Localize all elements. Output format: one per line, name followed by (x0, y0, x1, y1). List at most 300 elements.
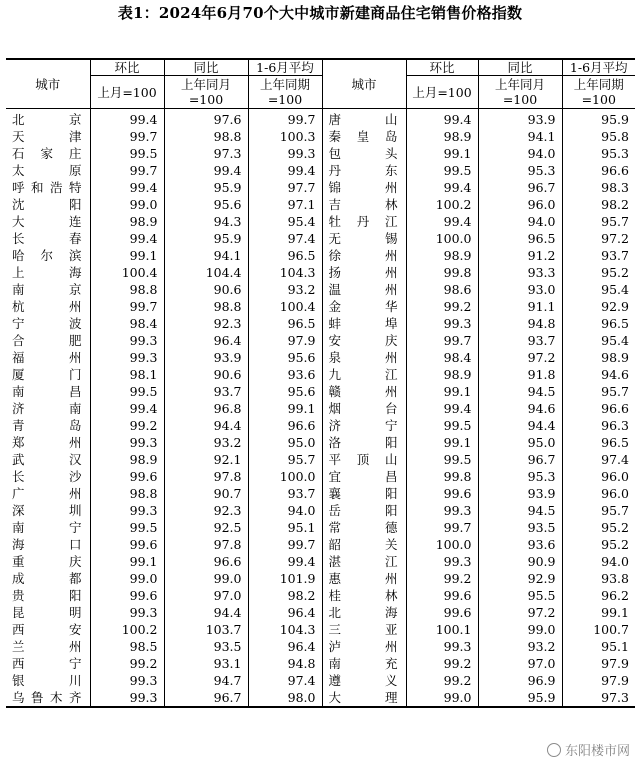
left-yoy-value-cell: 103.7 (164, 621, 248, 638)
left-mom-value-cell: 100.2 (90, 621, 164, 638)
right-city-cell: 温州 (322, 281, 406, 298)
left-mom-value-cell: 99.7 (90, 162, 164, 179)
left-mom-value-cell: 99.5 (90, 519, 164, 536)
right-avg-value-cell: 96.6 (562, 400, 635, 417)
left-mom-value-cell: 99.1 (90, 247, 164, 264)
left-city-cell: 厦门 (12, 367, 82, 382)
left-mom-value-cell: 99.3 (90, 349, 164, 366)
left-yoy-value-cell: 90.6 (164, 366, 248, 383)
right-yoy-value-cell: 96.7 (478, 451, 562, 468)
right-yoy-value-cell: 94.6 (478, 400, 562, 417)
table-row (6, 332, 635, 349)
right-yoy-value-cell: 94.1 (478, 128, 562, 145)
left-avg-value-cell: 104.3 (248, 264, 322, 281)
table-row (6, 162, 635, 179)
right-city-cell: 三亚 (322, 621, 406, 638)
right-avg-value-cell: 94.6 (562, 366, 635, 383)
left-mom-value-cell: 98.8 (90, 281, 164, 298)
left-yoy-value-cell: 92.3 (164, 315, 248, 332)
right-mom-value-cell: 99.4 (406, 213, 478, 230)
table-row (6, 281, 635, 298)
right-avg-value-cell: 95.1 (562, 638, 635, 655)
left-city-cell: 济南 (12, 401, 82, 416)
right-yoy-value-cell: 93.9 (478, 485, 562, 502)
right-yoy-value-cell: 94.0 (478, 145, 562, 162)
left-avg-value-cell: 97.4 (248, 672, 322, 689)
right-mom-value-cell: 99.1 (406, 145, 478, 162)
city-header: 城市 (6, 59, 90, 109)
right-yoy-value-cell: 94.0 (478, 213, 562, 230)
yoy-subheader: 上年同月 =100 (164, 76, 248, 109)
right-yoy-value-cell: 96.0 (478, 196, 562, 213)
left-city-cell: 呼和浩特 (12, 180, 82, 195)
left-yoy-value-cell: 93.7 (164, 383, 248, 400)
right-yoy-value-cell: 95.3 (478, 162, 562, 179)
left-mom-value-cell: 98.9 (90, 213, 164, 230)
left-city-cell: 银川 (12, 673, 82, 688)
left-city-cell: 北京 (12, 112, 82, 127)
right-avg-value-cell: 99.1 (562, 604, 635, 621)
left-avg-value-cell: 93.6 (248, 366, 322, 383)
right-avg-value-cell: 96.6 (562, 162, 635, 179)
right-mom-value-cell: 99.3 (406, 553, 478, 570)
right-city-cell: 金华 (322, 298, 406, 315)
right-yoy-value-cell: 93.7 (478, 332, 562, 349)
right-yoy-value-cell: 97.2 (478, 604, 562, 621)
left-avg-value-cell: 93.2 (248, 281, 322, 298)
right-city-cell: 大理 (322, 689, 406, 707)
right-yoy-value-cell: 91.8 (478, 366, 562, 383)
right-mom-value-cell: 98.6 (406, 281, 478, 298)
right-yoy-value-cell: 93.3 (478, 264, 562, 281)
right-mom-value-cell: 99.5 (406, 417, 478, 434)
right-avg-value-cell: 95.7 (562, 213, 635, 230)
left-avg-value-cell: 95.7 (248, 451, 322, 468)
mom-header-right: 环比 (406, 59, 478, 76)
watermark-text: 东阳楼市网 (564, 744, 630, 759)
left-yoy-value-cell: 95.6 (164, 196, 248, 213)
left-mom-value-cell: 99.4 (90, 400, 164, 417)
left-mom-value-cell: 99.6 (90, 536, 164, 553)
right-yoy-value-cell: 94.8 (478, 315, 562, 332)
left-yoy-value-cell: 96.8 (164, 400, 248, 417)
left-avg-value-cell: 99.3 (248, 145, 322, 162)
left-yoy-value-cell: 90.7 (164, 485, 248, 502)
right-mom-value-cell: 100.2 (406, 196, 478, 213)
right-avg-value-cell: 95.4 (562, 332, 635, 349)
left-avg-value-cell: 98.2 (248, 587, 322, 604)
left-mom-value-cell: 99.4 (90, 230, 164, 247)
right-mom-value-cell: 99.5 (406, 451, 478, 468)
right-city-cell: 吉林 (322, 196, 406, 213)
left-city-cell: 海口 (12, 537, 82, 552)
left-yoy-value-cell: 96.7 (164, 689, 248, 707)
right-mom-value-cell: 99.4 (406, 179, 478, 196)
yoy-header: 同比 (164, 59, 248, 76)
left-avg-value-cell: 95.4 (248, 213, 322, 230)
right-city-cell: 丹东 (322, 162, 406, 179)
left-avg-value-cell: 95.0 (248, 434, 322, 451)
right-mom-value-cell: 98.9 (406, 128, 478, 145)
left-yoy-value-cell: 98.8 (164, 298, 248, 315)
left-mom-value-cell: 98.8 (90, 485, 164, 502)
left-city-cell: 沈阳 (12, 197, 82, 212)
mom-subheader: 上月=100 (90, 76, 164, 109)
table-row (6, 604, 635, 621)
right-mom-value-cell: 98.9 (406, 366, 478, 383)
table-row (6, 196, 635, 213)
right-mom-value-cell: 99.0 (406, 689, 478, 707)
right-avg-value-cell: 95.7 (562, 502, 635, 519)
right-avg-value-cell: 98.2 (562, 196, 635, 213)
right-mom-value-cell: 99.4 (406, 109, 478, 129)
right-avg-value-cell: 96.2 (562, 587, 635, 604)
right-avg-value-cell: 95.9 (562, 109, 635, 129)
right-city-cell: 赣州 (322, 383, 406, 400)
table-row (6, 366, 635, 383)
yoy-header-right: 同比 (478, 59, 562, 76)
right-city-cell: 济宁 (322, 417, 406, 434)
right-city-cell: 南充 (322, 655, 406, 672)
price-index-table (6, 58, 635, 708)
left-city-cell: 长春 (12, 231, 82, 246)
left-avg-value-cell: 95.6 (248, 383, 322, 400)
left-avg-value-cell: 96.4 (248, 638, 322, 655)
left-yoy-value-cell: 93.9 (164, 349, 248, 366)
left-avg-value-cell: 94.8 (248, 655, 322, 672)
left-yoy-value-cell: 97.6 (164, 109, 248, 129)
right-mom-value-cell: 99.7 (406, 332, 478, 349)
left-yoy-value-cell: 99.0 (164, 570, 248, 587)
left-avg-value-cell: 97.1 (248, 196, 322, 213)
table-row (6, 145, 635, 162)
right-city-cell: 安庆 (322, 332, 406, 349)
right-yoy-value-cell: 95.9 (478, 689, 562, 707)
right-city-cell: 宜昌 (322, 468, 406, 485)
right-yoy-value-cell: 94.5 (478, 502, 562, 519)
right-yoy-value-cell: 95.0 (478, 434, 562, 451)
table-title: 表1：2024年6月70个大中城市新建商品住宅销售价格指数 (117, 4, 523, 22)
right-mom-value-cell: 100.0 (406, 230, 478, 247)
left-avg-value-cell: 95.1 (248, 519, 322, 536)
right-city-cell: 包头 (322, 145, 406, 162)
right-mom-value-cell: 99.3 (406, 502, 478, 519)
left-mom-value-cell: 99.2 (90, 417, 164, 434)
right-city-cell: 九江 (322, 366, 406, 383)
left-mom-value-cell: 99.7 (90, 128, 164, 145)
right-mom-value-cell: 99.1 (406, 383, 478, 400)
right-avg-value-cell: 95.4 (562, 281, 635, 298)
left-avg-value-cell: 95.6 (248, 349, 322, 366)
left-avg-value-cell: 100.3 (248, 128, 322, 145)
left-avg-value-cell: 97.4 (248, 230, 322, 247)
table-row (6, 655, 635, 672)
left-yoy-value-cell: 90.6 (164, 281, 248, 298)
left-avg-value-cell: 99.4 (248, 162, 322, 179)
left-avg-value-cell: 104.3 (248, 621, 322, 638)
right-mom-value-cell: 99.8 (406, 264, 478, 281)
left-mom-value-cell: 100.4 (90, 264, 164, 281)
left-city-cell: 贵阳 (12, 588, 82, 603)
left-yoy-value-cell: 92.1 (164, 451, 248, 468)
left-yoy-value-cell: 93.2 (164, 434, 248, 451)
right-yoy-value-cell: 93.2 (478, 638, 562, 655)
watermark-logo-icon (547, 743, 561, 757)
right-mom-value-cell: 99.3 (406, 638, 478, 655)
left-avg-value-cell: 94.0 (248, 502, 322, 519)
right-yoy-value-cell: 93.9 (478, 109, 562, 129)
left-mom-value-cell: 99.3 (90, 434, 164, 451)
table-row (6, 536, 635, 553)
avg-subheader: 上年同期 =100 (248, 76, 322, 109)
left-city-cell: 长沙 (12, 469, 82, 484)
table-row (6, 298, 635, 315)
right-city-cell: 湛江 (322, 553, 406, 570)
right-yoy-value-cell: 93.0 (478, 281, 562, 298)
right-yoy-value-cell: 96.7 (478, 179, 562, 196)
right-avg-value-cell: 96.5 (562, 434, 635, 451)
right-city-cell: 惠州 (322, 570, 406, 587)
right-avg-value-cell: 97.9 (562, 655, 635, 672)
left-yoy-value-cell: 99.4 (164, 162, 248, 179)
left-city-cell: 深圳 (12, 503, 82, 518)
left-yoy-value-cell: 94.7 (164, 672, 248, 689)
right-avg-value-cell: 98.3 (562, 179, 635, 196)
left-yoy-value-cell: 94.3 (164, 213, 248, 230)
left-city-cell: 南昌 (12, 384, 82, 399)
right-avg-value-cell: 95.2 (562, 536, 635, 553)
left-avg-value-cell: 99.7 (248, 536, 322, 553)
right-mom-value-cell: 98.4 (406, 349, 478, 366)
table-body (6, 109, 635, 708)
left-yoy-value-cell: 95.9 (164, 230, 248, 247)
left-city-cell: 青岛 (12, 418, 82, 433)
table-row (6, 109, 635, 129)
left-city-cell: 兰州 (12, 639, 82, 654)
avg-header: 1-6月平均 (248, 59, 322, 76)
right-avg-value-cell: 94.0 (562, 553, 635, 570)
left-city-cell: 昆明 (12, 605, 82, 620)
left-yoy-value-cell: 94.1 (164, 247, 248, 264)
left-mom-value-cell: 99.5 (90, 145, 164, 162)
right-avg-value-cell: 96.0 (562, 485, 635, 502)
left-city-cell: 石家庄 (12, 146, 82, 161)
left-yoy-value-cell: 93.1 (164, 655, 248, 672)
left-yoy-value-cell: 96.4 (164, 332, 248, 349)
right-mom-value-cell: 99.2 (406, 298, 478, 315)
right-yoy-value-cell: 95.5 (478, 587, 562, 604)
table-row (6, 434, 635, 451)
left-city-cell: 南京 (12, 282, 82, 297)
right-yoy-value-cell: 99.0 (478, 621, 562, 638)
left-mom-value-cell: 98.9 (90, 451, 164, 468)
table-row (6, 621, 635, 638)
right-avg-value-cell: 98.9 (562, 349, 635, 366)
table-row (6, 400, 635, 417)
left-avg-value-cell: 100.0 (248, 468, 322, 485)
left-city-cell: 西安 (12, 622, 82, 637)
right-yoy-value-cell: 97.2 (478, 349, 562, 366)
right-avg-value-cell: 96.5 (562, 315, 635, 332)
right-avg-value-cell: 95.8 (562, 128, 635, 145)
table-row (6, 689, 635, 707)
left-city-cell: 重庆 (12, 554, 82, 569)
right-city-cell: 岳阳 (322, 502, 406, 519)
left-yoy-value-cell: 96.6 (164, 553, 248, 570)
left-mom-value-cell: 99.3 (90, 332, 164, 349)
right-mom-value-cell: 99.7 (406, 519, 478, 536)
right-avg-value-cell: 93.8 (562, 570, 635, 587)
left-city-cell: 合肥 (12, 333, 82, 348)
table-row (6, 502, 635, 519)
left-yoy-value-cell: 95.9 (164, 179, 248, 196)
left-city-cell: 哈尔滨 (12, 248, 82, 263)
left-yoy-value-cell: 92.5 (164, 519, 248, 536)
table-row (6, 553, 635, 570)
left-avg-value-cell: 96.6 (248, 417, 322, 434)
table-row (6, 485, 635, 502)
left-city-cell: 乌鲁木齐 (12, 690, 82, 705)
right-mom-value-cell: 99.1 (406, 434, 478, 451)
right-city-cell: 蚌埠 (322, 315, 406, 332)
left-yoy-value-cell: 97.8 (164, 536, 248, 553)
left-mom-value-cell: 99.0 (90, 196, 164, 213)
right-yoy-value-cell: 96.5 (478, 230, 562, 247)
right-city-cell: 常德 (322, 519, 406, 536)
right-mom-value-cell: 99.5 (406, 162, 478, 179)
right-city-cell: 桂林 (322, 587, 406, 604)
right-city-cell: 襄阳 (322, 485, 406, 502)
left-yoy-value-cell: 97.0 (164, 587, 248, 604)
left-city-cell: 西宁 (12, 656, 82, 671)
right-yoy-value-cell: 93.5 (478, 519, 562, 536)
left-mom-value-cell: 98.5 (90, 638, 164, 655)
left-yoy-value-cell: 93.5 (164, 638, 248, 655)
right-avg-value-cell: 92.9 (562, 298, 635, 315)
table-row (6, 519, 635, 536)
left-mom-value-cell: 99.1 (90, 553, 164, 570)
right-yoy-value-cell: 94.4 (478, 417, 562, 434)
right-avg-value-cell: 97.4 (562, 451, 635, 468)
left-avg-value-cell: 97.7 (248, 179, 322, 196)
right-yoy-value-cell: 91.1 (478, 298, 562, 315)
right-city-cell: 遵义 (322, 672, 406, 689)
right-mom-value-cell: 100.0 (406, 536, 478, 553)
right-city-cell: 韶关 (322, 536, 406, 553)
left-city-cell: 成都 (12, 571, 82, 586)
right-avg-value-cell: 93.7 (562, 247, 635, 264)
table-row (6, 672, 635, 689)
mom-subheader-right: 上月=100 (406, 76, 478, 109)
right-mom-value-cell: 99.2 (406, 570, 478, 587)
right-yoy-value-cell: 94.5 (478, 383, 562, 400)
left-mom-value-cell: 99.7 (90, 298, 164, 315)
table-row (6, 417, 635, 434)
right-mom-value-cell: 99.4 (406, 400, 478, 417)
left-avg-value-cell: 96.5 (248, 247, 322, 264)
left-city-cell: 南宁 (12, 520, 82, 535)
left-avg-value-cell: 97.9 (248, 332, 322, 349)
table-row (6, 451, 635, 468)
left-mom-value-cell: 99.6 (90, 587, 164, 604)
left-avg-value-cell: 101.9 (248, 570, 322, 587)
right-city-cell: 扬州 (322, 264, 406, 281)
avg-subheader-right: 上年同期 =100 (562, 76, 635, 109)
right-city-cell: 徐州 (322, 247, 406, 264)
table-row (6, 383, 635, 400)
left-city-cell: 天津 (12, 129, 82, 144)
right-city-cell: 牡丹江 (322, 213, 406, 230)
table-row (6, 349, 635, 366)
left-mom-value-cell: 99.6 (90, 468, 164, 485)
left-city-cell: 福州 (12, 350, 82, 365)
table-row (6, 264, 635, 281)
right-city-cell: 泸州 (322, 638, 406, 655)
right-mom-value-cell: 100.1 (406, 621, 478, 638)
table-row (6, 230, 635, 247)
mom-header: 环比 (90, 59, 164, 76)
right-city-cell: 平顶山 (322, 451, 406, 468)
city-header-right: 城市 (322, 59, 406, 109)
right-avg-value-cell: 95.7 (562, 383, 635, 400)
right-yoy-value-cell: 97.0 (478, 655, 562, 672)
left-avg-value-cell: 100.4 (248, 298, 322, 315)
right-city-cell: 秦皇岛 (322, 128, 406, 145)
left-yoy-value-cell: 104.4 (164, 264, 248, 281)
table-row (6, 128, 635, 145)
left-mom-value-cell: 99.0 (90, 570, 164, 587)
left-city-cell: 郑州 (12, 435, 82, 450)
right-mom-value-cell: 99.6 (406, 485, 478, 502)
right-avg-value-cell: 97.9 (562, 672, 635, 689)
left-mom-value-cell: 99.3 (90, 604, 164, 621)
left-city-cell: 大连 (12, 214, 82, 229)
right-avg-value-cell: 97.2 (562, 230, 635, 247)
left-yoy-value-cell: 98.8 (164, 128, 248, 145)
right-mom-value-cell: 99.2 (406, 655, 478, 672)
table-row (6, 179, 635, 196)
left-city-cell: 宁波 (12, 316, 82, 331)
right-avg-value-cell: 97.3 (562, 689, 635, 707)
left-city-cell: 杭州 (12, 299, 82, 314)
left-city-cell: 太原 (12, 163, 82, 178)
table-row (6, 638, 635, 655)
right-yoy-value-cell: 93.6 (478, 536, 562, 553)
right-avg-value-cell: 95.2 (562, 264, 635, 281)
left-mom-value-cell: 99.5 (90, 383, 164, 400)
watermark (547, 740, 630, 759)
right-city-cell: 洛阳 (322, 434, 406, 451)
right-mom-value-cell: 99.6 (406, 587, 478, 604)
table-row (6, 468, 635, 485)
table-row (6, 570, 635, 587)
left-mom-value-cell: 99.4 (90, 109, 164, 129)
right-mom-value-cell: 99.2 (406, 672, 478, 689)
right-city-cell: 无锡 (322, 230, 406, 247)
right-city-cell: 唐山 (322, 109, 406, 129)
left-yoy-value-cell: 92.3 (164, 502, 248, 519)
left-city-cell: 广州 (12, 486, 82, 501)
table-row (6, 315, 635, 332)
left-yoy-value-cell: 97.8 (164, 468, 248, 485)
right-yoy-value-cell: 96.9 (478, 672, 562, 689)
left-yoy-value-cell: 94.4 (164, 604, 248, 621)
yoy-subheader-right: 上年同月 =100 (478, 76, 562, 109)
table-row (6, 587, 635, 604)
avg-header-right: 1-6月平均 (562, 59, 635, 76)
table-row (6, 213, 635, 230)
left-avg-value-cell: 96.4 (248, 604, 322, 621)
